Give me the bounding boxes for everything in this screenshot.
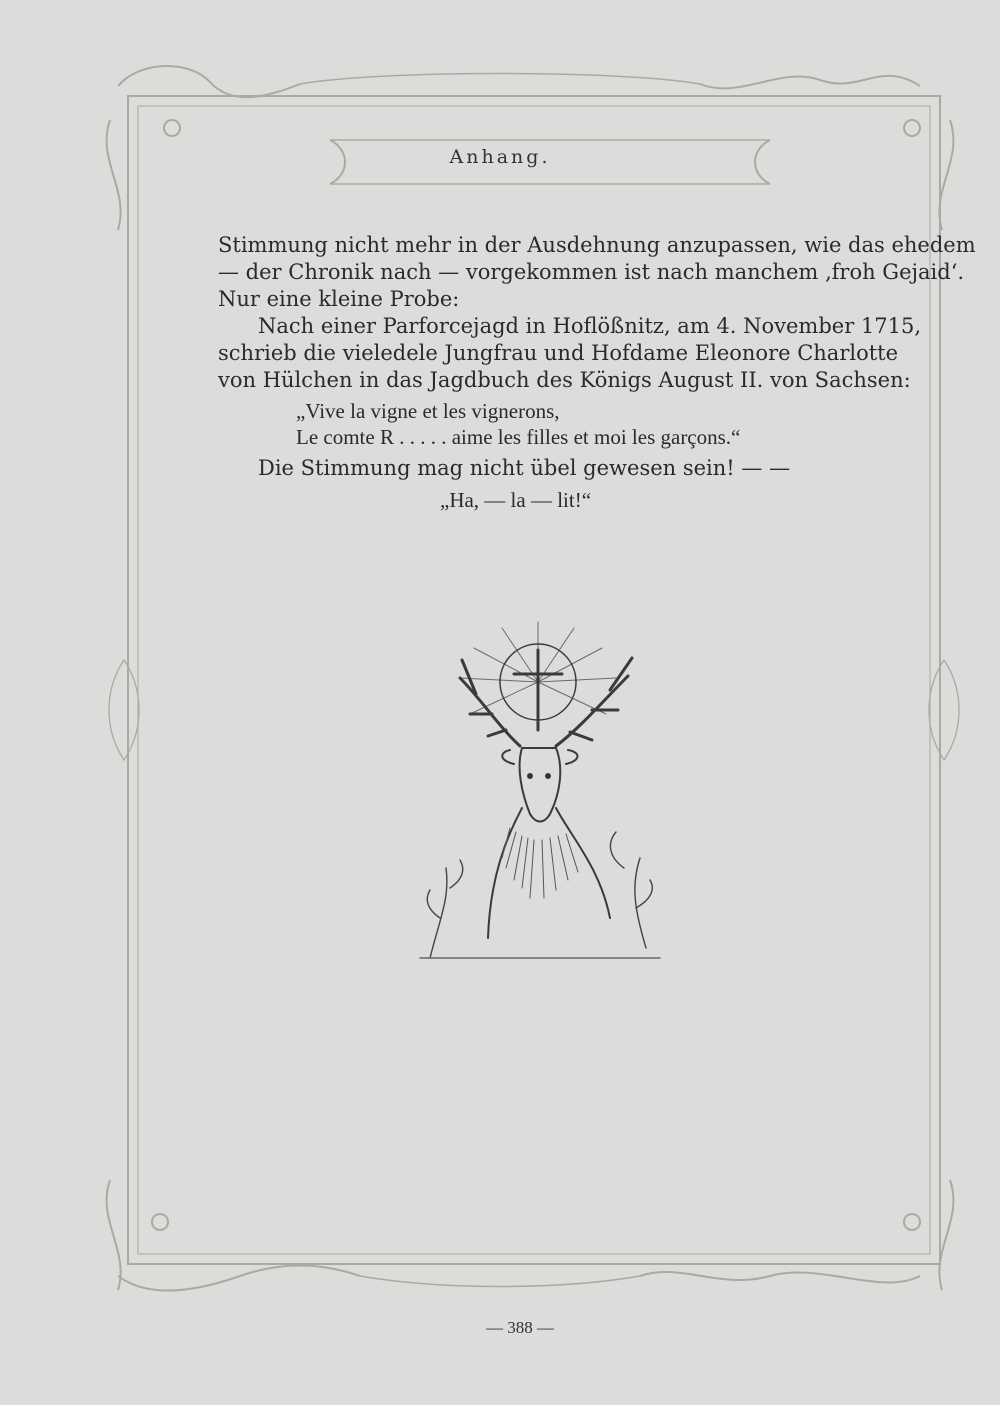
text-line: von Hülchen in das Jagdbuch des Königs August II. von Sachsen: <box>218 368 911 392</box>
paragraph-1 <box>218 232 976 313</box>
verse-line: Le comte R . . . . . aime les filles et moi les garçons.“ <box>296 425 741 449</box>
verse-line: „Vive la vigne et les vignerons, <box>296 399 560 423</box>
closing-sentence: Die Stimmung mag nicht übel gewesen sein! — — <box>258 456 791 480</box>
text-line: — der Chronik nach — vorgekommen ist nach manchem ‚froh Gejaid‘. <box>218 260 965 284</box>
paragraph-2 <box>218 313 922 394</box>
text-line: Nach einer Parforcejagd in Hoflößnitz, am 4. November 1715, <box>258 314 922 338</box>
hunting-cry: „Ha, — la — lit!“ <box>440 488 592 512</box>
text-line: Stimmung nicht mehr in der Ausdehnung anzupassen, wie das ehedem <box>218 233 976 257</box>
text-line: schrieb die vieledele Jungfrau und Hofdame Eleonore Charlotte <box>218 341 899 365</box>
stag-with-cross-icon <box>410 618 675 963</box>
running-header: Anhang. <box>449 146 551 168</box>
text-line: Nur eine kleine Probe: <box>218 287 460 311</box>
page-number: — 388 — <box>486 1318 554 1337</box>
quoted-verse <box>296 398 740 450</box>
